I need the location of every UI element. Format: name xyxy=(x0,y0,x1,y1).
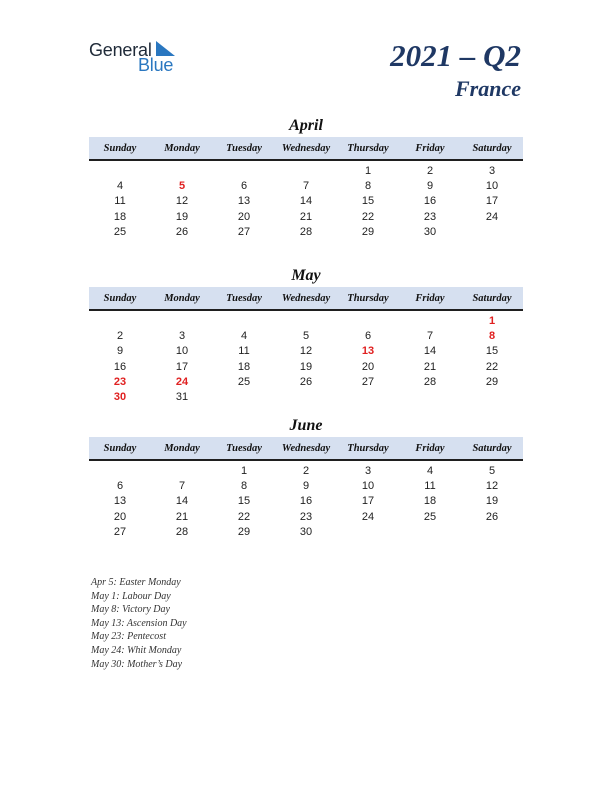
week-row xyxy=(89,389,523,404)
day-cell: 31 xyxy=(175,391,189,404)
day-cell: 4 xyxy=(116,179,124,192)
holiday-date: 23 xyxy=(113,375,127,388)
page-title: 2021 – Q2 xyxy=(390,38,521,73)
day-cell: 7 xyxy=(178,479,186,492)
day-cell: 2 xyxy=(426,164,434,177)
day-cell: 6 xyxy=(240,179,248,192)
day-cell: 18 xyxy=(237,360,251,373)
day-cell: 26 xyxy=(299,375,313,388)
day-cell: 10 xyxy=(485,179,499,192)
week-row xyxy=(89,374,523,389)
day-cell: 21 xyxy=(423,360,437,373)
weekday-header-row xyxy=(89,137,523,161)
weekday-header: Tuesday xyxy=(226,142,262,154)
weekday-header: Monday xyxy=(164,442,200,454)
day-cell: 3 xyxy=(178,329,186,342)
day-cell: 27 xyxy=(361,375,375,388)
day-cell: 26 xyxy=(175,225,189,238)
week-row xyxy=(89,209,523,224)
day-cell: 22 xyxy=(361,210,375,223)
day-cell: 15 xyxy=(485,345,499,358)
weekday-header: Tuesday xyxy=(226,442,262,454)
day-cell: 27 xyxy=(237,225,251,238)
day-cell: 16 xyxy=(113,360,127,373)
day-cell: 29 xyxy=(485,375,499,388)
logo-blue-text: Blue xyxy=(138,55,174,75)
weekday-header: Saturday xyxy=(472,292,512,304)
day-cell: 28 xyxy=(423,375,437,388)
day-cell: 11 xyxy=(114,195,126,208)
day-cell: 14 xyxy=(299,195,313,208)
day-cell: 3 xyxy=(488,164,496,177)
day-cell: 30 xyxy=(423,225,437,238)
day-cell: 26 xyxy=(485,510,499,523)
weekday-header: Saturday xyxy=(472,442,512,454)
day-cell: 27 xyxy=(113,525,127,538)
weekday-header: Tuesday xyxy=(226,292,262,304)
week-row xyxy=(89,194,523,209)
day-cell: 8 xyxy=(240,479,248,492)
holiday-item: May 13: Ascension Day xyxy=(91,617,187,629)
day-cell: 25 xyxy=(237,375,251,388)
day-cell: 14 xyxy=(175,495,189,508)
day-cell: 25 xyxy=(113,225,127,238)
day-cell: 17 xyxy=(175,360,189,373)
holiday-list xyxy=(91,576,187,671)
week-row xyxy=(89,163,523,178)
day-cell: 22 xyxy=(485,360,499,373)
day-cell: 29 xyxy=(237,525,251,538)
day-cell: 2 xyxy=(116,329,124,342)
week-row xyxy=(89,344,523,359)
day-cell: 9 xyxy=(302,479,310,492)
weekday-header: Wednesday xyxy=(281,442,331,454)
weekday-header: Friday xyxy=(415,142,445,154)
month-june xyxy=(89,416,523,539)
month-may xyxy=(89,266,523,405)
week-row xyxy=(89,328,523,343)
holiday-date: 24 xyxy=(175,375,189,388)
day-cell: 9 xyxy=(426,179,434,192)
month-april xyxy=(89,116,523,239)
day-cell: 28 xyxy=(175,525,189,538)
logo xyxy=(89,40,189,76)
holiday-date: 5 xyxy=(178,179,186,192)
day-cell: 12 xyxy=(485,479,499,492)
day-cell: 11 xyxy=(238,345,250,358)
month-name: April xyxy=(289,117,323,134)
month-name: May xyxy=(291,267,321,284)
day-cell: 23 xyxy=(423,210,437,223)
day-cell: 23 xyxy=(299,510,313,523)
day-cell: 10 xyxy=(361,479,375,492)
day-cell: 20 xyxy=(237,210,251,223)
holiday-date: 8 xyxy=(488,329,496,342)
weekday-header: Thursday xyxy=(347,142,389,154)
day-cell: 7 xyxy=(302,179,310,192)
day-cell: 7 xyxy=(426,329,434,342)
day-cell: 19 xyxy=(175,210,189,223)
day-cell: 1 xyxy=(240,464,248,477)
day-cell: 11 xyxy=(424,479,436,492)
weekday-header-row xyxy=(89,437,523,461)
day-cell: 12 xyxy=(175,195,189,208)
day-cell: 16 xyxy=(299,495,313,508)
weekday-header: Monday xyxy=(164,292,200,304)
day-cell: 29 xyxy=(361,225,375,238)
weekday-header: Friday xyxy=(415,292,445,304)
month-name: June xyxy=(289,417,323,434)
day-cell: 22 xyxy=(237,510,251,523)
day-cell: 5 xyxy=(488,464,496,477)
day-cell: 5 xyxy=(302,329,310,342)
country-name: France xyxy=(455,76,521,101)
week-row xyxy=(89,509,523,524)
day-cell: 4 xyxy=(426,464,434,477)
week-row xyxy=(89,463,523,478)
week-row xyxy=(89,224,523,239)
day-cell: 21 xyxy=(299,210,313,223)
weekday-header-row xyxy=(89,287,523,311)
day-cell: 1 xyxy=(364,164,372,177)
holiday-item: May 24: Whit Monday xyxy=(91,644,182,656)
day-cell: 20 xyxy=(361,360,375,373)
week-row xyxy=(89,313,523,328)
day-cell: 25 xyxy=(423,510,437,523)
week-row xyxy=(89,359,523,374)
day-cell: 19 xyxy=(299,360,313,373)
holiday-item: May 8: Victory Day xyxy=(91,604,170,616)
day-cell: 17 xyxy=(485,195,499,208)
weekday-header: Sunday xyxy=(103,442,137,454)
weekday-header: Thursday xyxy=(347,292,389,304)
weekday-header: Friday xyxy=(415,442,445,454)
day-cell: 9 xyxy=(116,345,124,358)
logo-general-text: General xyxy=(89,40,152,60)
day-cell: 13 xyxy=(113,495,127,508)
weekday-header: Sunday xyxy=(103,142,137,154)
day-cell: 19 xyxy=(485,495,499,508)
day-cell: 24 xyxy=(361,510,375,523)
week-row xyxy=(89,178,523,193)
day-cell: 2 xyxy=(302,464,310,477)
holiday-item: May 30: Mother’s Day xyxy=(91,658,183,670)
day-cell: 8 xyxy=(364,179,372,192)
weekday-header: Saturday xyxy=(472,142,512,154)
holiday-date: 30 xyxy=(113,391,127,404)
day-cell: 4 xyxy=(240,329,248,342)
day-cell: 18 xyxy=(423,495,437,508)
day-cell: 21 xyxy=(175,510,189,523)
day-cell: 17 xyxy=(361,495,375,508)
day-cell: 20 xyxy=(113,510,127,523)
weekday-header: Wednesday xyxy=(281,142,331,154)
week-row xyxy=(89,494,523,509)
day-cell: 16 xyxy=(423,195,437,208)
day-cell: 18 xyxy=(113,210,127,223)
week-row xyxy=(89,524,523,539)
holiday-item: Apr 5: Easter Monday xyxy=(91,577,181,588)
day-cell: 28 xyxy=(299,225,313,238)
weekday-header: Monday xyxy=(164,142,200,154)
day-cell: 15 xyxy=(361,195,375,208)
day-cell: 14 xyxy=(423,345,437,358)
weekday-header: Sunday xyxy=(103,292,137,304)
day-cell: 15 xyxy=(237,495,251,508)
day-cell: 24 xyxy=(485,210,499,223)
day-cell: 12 xyxy=(299,345,313,358)
day-cell: 30 xyxy=(299,525,313,538)
day-cell: 6 xyxy=(364,329,372,342)
day-cell: 13 xyxy=(237,195,251,208)
weekday-header: Thursday xyxy=(347,442,389,454)
holiday-item: May 23: Pentecost xyxy=(91,631,166,643)
week-row xyxy=(89,478,523,493)
holiday-item: May 1: Labour Day xyxy=(91,590,171,602)
day-cell: 3 xyxy=(364,464,372,477)
holiday-date: 13 xyxy=(361,345,375,358)
day-cell: 10 xyxy=(175,345,189,358)
weekday-header: Wednesday xyxy=(281,292,331,304)
day-cell: 6 xyxy=(116,479,124,492)
holiday-date: 1 xyxy=(488,314,496,327)
